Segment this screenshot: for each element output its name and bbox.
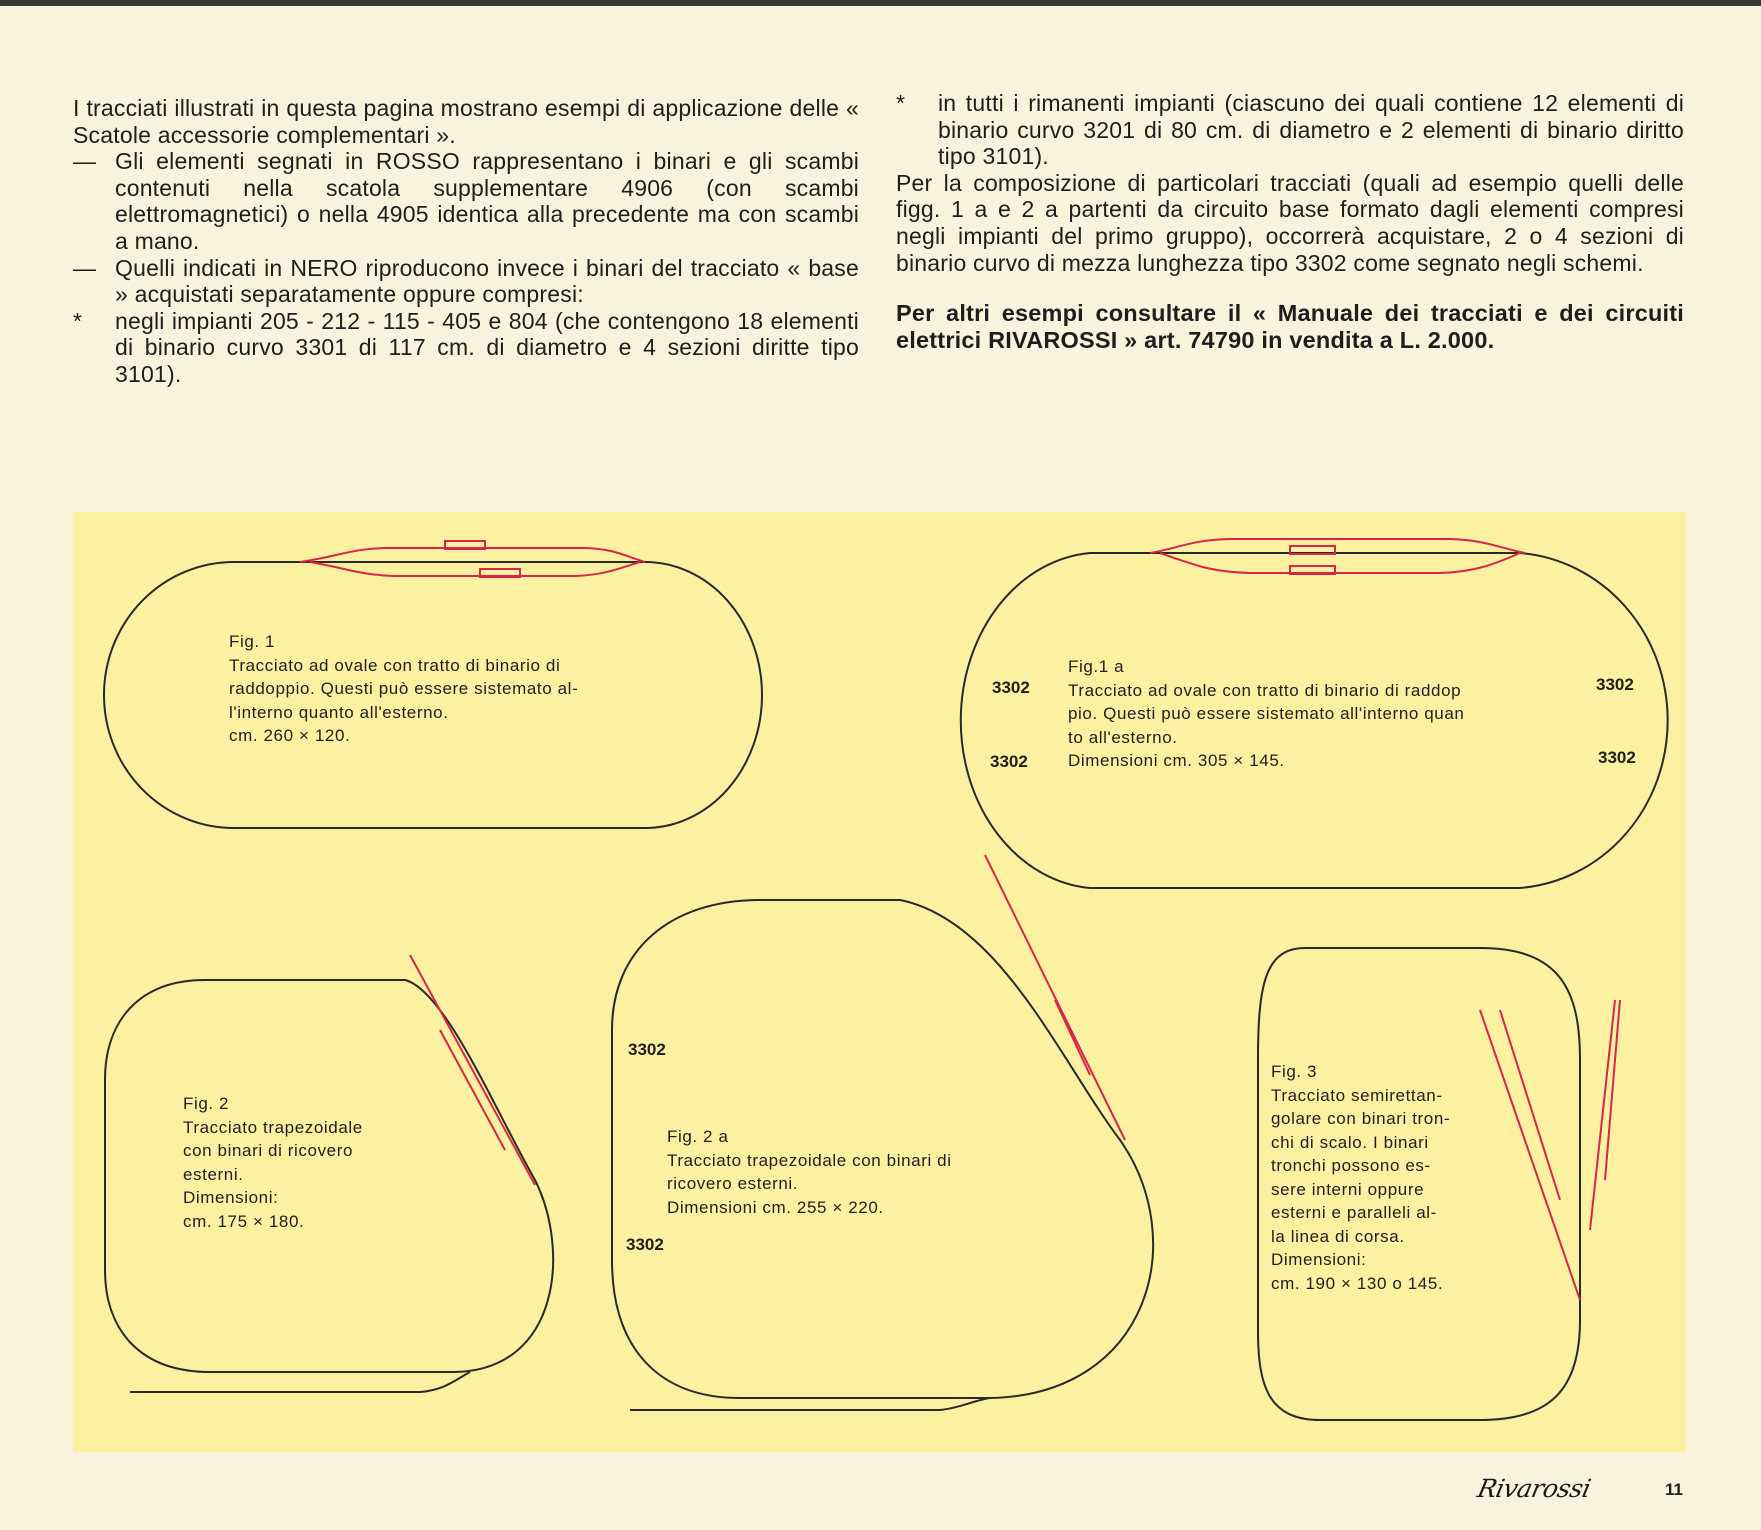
fig2-desc-line: Dimensioni: bbox=[183, 1188, 279, 1207]
dash-marker: — bbox=[73, 254, 97, 281]
fig1-desc-line: Tracciato ad ovale con tratto di binario di bbox=[229, 655, 561, 675]
fig3-desc-line: esterni e paralleli al- bbox=[1271, 1203, 1437, 1222]
track-label-3302: 3302 bbox=[992, 678, 1030, 697]
fig3-desc-line: Tracciato semirettan- bbox=[1271, 1085, 1443, 1105]
fig1-desc-line: raddoppio. Questi può essere sistemato al- bbox=[229, 679, 579, 698]
fig3-stubs bbox=[1480, 1000, 1620, 1300]
fig3-desc-line: chi di scalo. I binari bbox=[1271, 1132, 1429, 1152]
track-label-3302: 3302 bbox=[1598, 748, 1636, 767]
track-label-3302: 3302 bbox=[626, 1235, 664, 1254]
fig3-caption bbox=[1271, 1060, 1490, 1295]
intro-paragraph: I tracciati illustrati in questa pagina mostrano esempi di applicazione delle « Scatole accessorie complementari ». bbox=[73, 95, 859, 148]
fig1a-desc-line: to all'esterno. bbox=[1068, 727, 1178, 747]
rivarossi-logo: Rivarossi bbox=[1474, 1474, 1594, 1503]
fig1a-double-track bbox=[1150, 539, 1525, 574]
fig2a-caption bbox=[667, 1125, 1037, 1219]
fig1-caption bbox=[229, 630, 678, 748]
composition-paragraph: Per la composizione di particolari tracciati (quali ad esempio quelli delle figg. 1 a e 2 a partenti da circuito base formato dagli elementi compresi negli impianti del primo gruppo), occorrerà acquistare, 2 o 4 sezioni di binario curvo di mezza lunghezza tipo 3302 come segnato negli schemi. bbox=[896, 169, 1684, 276]
fig1-title: Fig. 1 bbox=[229, 632, 276, 651]
fig3-desc-line: sere interni oppure bbox=[1271, 1179, 1425, 1199]
fig1-desc-line: cm. 260 × 120. bbox=[229, 726, 351, 745]
page-number: 11 bbox=[1665, 1480, 1683, 1499]
fig1a-title: Fig.1 a bbox=[1068, 657, 1125, 676]
fig2-desc-line: Tracciato trapezoidale bbox=[183, 1117, 363, 1137]
fig2a-siding bbox=[985, 855, 1125, 1140]
list-item-rosso-text: Gli elementi segnati in ROSSO rappresentano i binari e gli scambi contenuti nella scatola supplementare 4906 (con scambi elettromagnetici) o nella 4905 identica alla precedente ma con scambi a mano. bbox=[115, 148, 859, 254]
fig3-desc-line: tronchi possono es- bbox=[1271, 1156, 1431, 1175]
fig3-desc-line: Dimensioni: bbox=[1271, 1250, 1367, 1269]
fig2-title: Fig. 2 bbox=[183, 1094, 230, 1113]
track-label-3302: 3302 bbox=[990, 752, 1028, 771]
fig2-desc-line: cm. 175 × 180. bbox=[183, 1211, 305, 1231]
fig1a-caption bbox=[1068, 655, 1568, 773]
fig2a-desc-line: Tracciato trapezoidale con binari di bbox=[667, 1150, 952, 1170]
fig2-siding bbox=[410, 955, 535, 1185]
track-label-3302: 3302 bbox=[1596, 675, 1634, 694]
fig2-desc-line: esterni. bbox=[183, 1164, 244, 1184]
fig1a-desc-line: pio. Questi può essere sistemato all'interno quan bbox=[1068, 704, 1465, 723]
fig3-desc-line: cm. 190 × 130 o 145. bbox=[1271, 1273, 1444, 1293]
fig1-desc-line: l'interno quanto all'esterno. bbox=[229, 702, 449, 722]
fig3-desc-line: golare con binari tron- bbox=[1271, 1109, 1451, 1128]
dash-marker: — bbox=[73, 148, 97, 175]
list-item-negli-text: negli impianti 205 - 212 - 115 - 405 e 804 (che contengono 18 elementi di binario curvo 3301 di 117 cm. di diametro e 4 sezioni diritte tipo 3101). bbox=[115, 307, 859, 387]
fig2a-desc-line: Dimensioni cm. 255 × 220. bbox=[667, 1197, 884, 1217]
list-item-nero-text: Quelli indicati in NERO riproducono invece i binari del tracciato « base » acquistati separatamente oppure compresi: bbox=[115, 254, 859, 308]
star-marker: * bbox=[73, 307, 83, 334]
fig3-title: Fig. 3 bbox=[1271, 1062, 1318, 1081]
star-marker: * bbox=[896, 90, 906, 116]
fig2a-title: Fig. 2 a bbox=[667, 1127, 729, 1146]
list-item-tutti-text: in tutti i rimanenti impianti (ciascuno dei quali contiene 12 elementi di binario curvo 3201 di 80 cm. di diametro e 2 elementi di binario diritto tipo 3101). bbox=[938, 90, 1684, 170]
fig2-caption bbox=[183, 1092, 413, 1233]
track-label-3302: 3302 bbox=[628, 1040, 666, 1059]
manual-paragraph: Per altri esempi consultare il « Manuale dei tracciati e dei circuiti elettrici RIVAROSSI » art. 74790 in vendita a L. 2.000. bbox=[896, 300, 1684, 353]
fig1a-desc-line: Tracciato ad ovale con tratto di binario di raddop bbox=[1068, 680, 1462, 700]
fig1-double-track bbox=[300, 541, 645, 577]
fig2-desc-line: con binari di ricovero bbox=[183, 1141, 354, 1160]
fig1a-desc-line: Dimensioni cm. 305 × 145. bbox=[1068, 751, 1285, 770]
fig3-desc-line: la linea di corsa. bbox=[1271, 1226, 1405, 1246]
fig2a-desc-line: ricovero esterni. bbox=[667, 1174, 799, 1193]
